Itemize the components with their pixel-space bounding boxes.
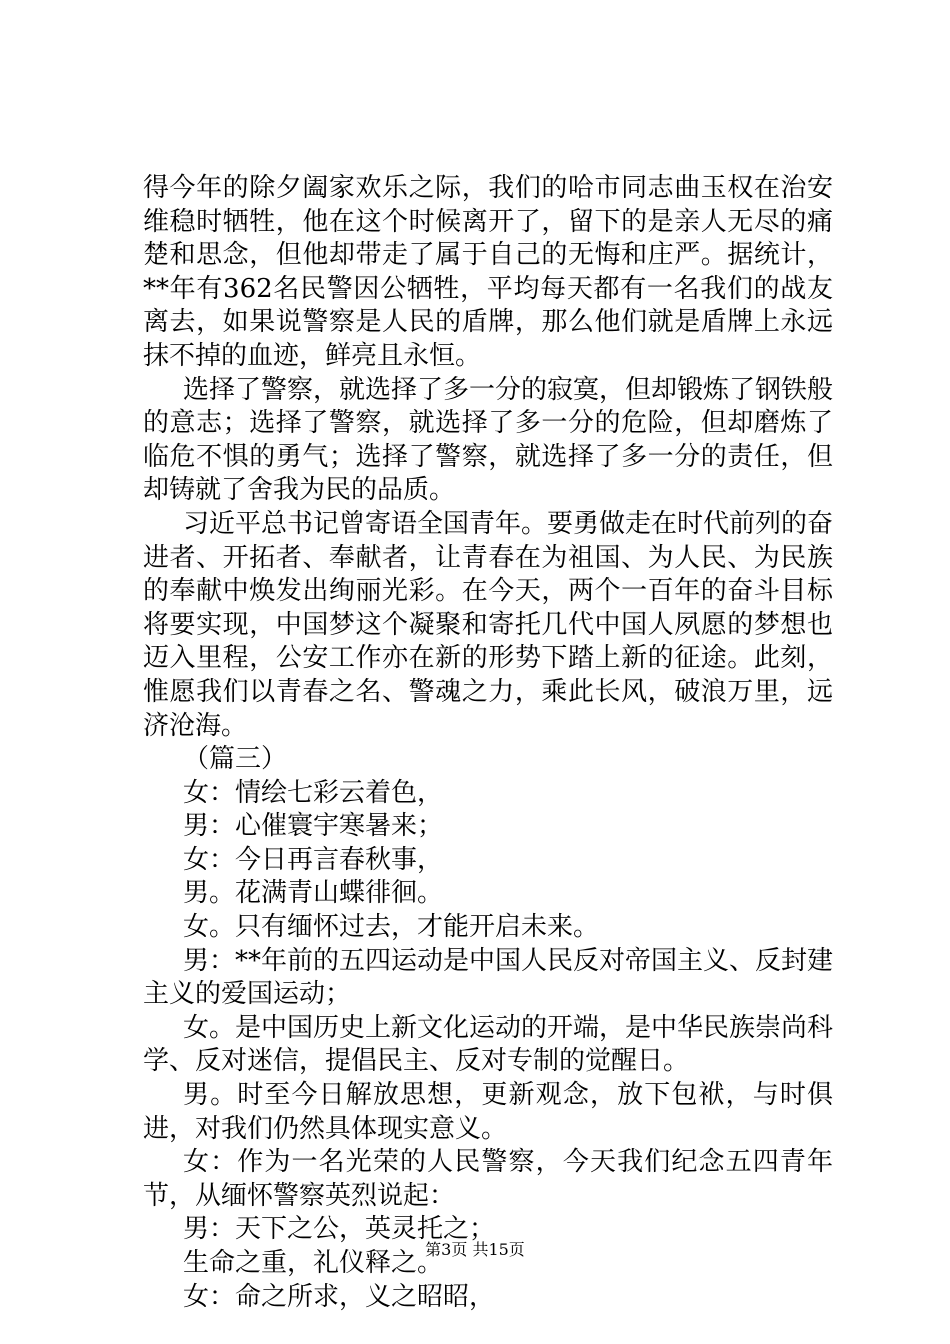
dialogue-line: 生命之重，礼仪释之。 bbox=[183, 1248, 444, 1278]
paragraph-2: 选择了警察，就选择了多一分的寂寞，但却锻炼了钢铁般的意志；选择了警察，就选择了多一分的危险，但却磨炼了临危不惧的勇气；选择了警察，就选择了多一分的责任，但却铸就了舍我为民的品质。 bbox=[143, 374, 834, 506]
section-heading: （篇三） bbox=[183, 744, 288, 775]
dialogue-line: 女：情绘七彩云着色， bbox=[183, 777, 444, 808]
dialogue-line: 女：命之所求，义之昭昭， bbox=[183, 1281, 496, 1312]
dialogue-line: 女：作为一名光荣的人民警察，今天我们纪念五四青年节，从缅怀警察英烈说起： bbox=[143, 1147, 833, 1211]
dialogue-line: 男。时至今日解放思想，更新观念，放下包袱，与时俱进，对我们仍然具体现实意义。 bbox=[143, 1080, 833, 1144]
dialogue-line: 女。是中国历史上新文化运动的开端，是中华民族崇尚科学、反对迷信，提倡民主、反对专制的觉醒日。 bbox=[143, 1012, 834, 1077]
document-body bbox=[143, 172, 833, 1314]
dialogue-line: 女。只有缅怀过去，才能开启未来。 bbox=[183, 912, 600, 943]
dialogue-line: 男：心催寰宇寒暑来； bbox=[183, 811, 444, 842]
page-number-footer: 第3页 共15页 bbox=[425, 1240, 525, 1259]
dialogue-line: 女：今日再言春秋事， bbox=[183, 844, 444, 875]
dialogue-line: 男：天下之公，英灵托之； bbox=[183, 1214, 496, 1245]
dialogue-line: 男。花满青山蝶徘徊。 bbox=[183, 878, 444, 909]
paragraph-3: 习近平总书记曾寄语全国青年。要勇做走在时代前列的奋进者、开拓者、奉献者，让青春在为祖国、为人民、为民族的奉献中焕发出绚丽光彩。在今天，两个一百年的奋斗目标将要实现，中国梦这个凝聚和寄托几代中国人夙愿的梦想也迈入里程，公安工作亦在新的形势下踏上新的征途。此刻，惟愿我们以青春之名、警魂之力，乘此长风，破浪万里，远济沧海。 bbox=[143, 508, 834, 741]
paragraph-1: 得今年的除夕阖家欢乐之际，我们的哈市同志曲玉权在治安维稳时牺牲，他在这个时候离开了，留下的是亲人无尽的痛楚和思念，但他却带走了属于自己的无悔和庄严。据统计，**年有362名民警因公牺牲，平均每天都有一名我们的战友离去，如果说警察是人民的盾牌，那么他们就是盾牌上永远抹不掉的血迹，鲜亮且永恒。 bbox=[143, 173, 833, 371]
dialogue-line: 男：**年前的五四运动是中国人民反对帝国主义、反封建主义的爱国运动； bbox=[143, 945, 834, 1010]
